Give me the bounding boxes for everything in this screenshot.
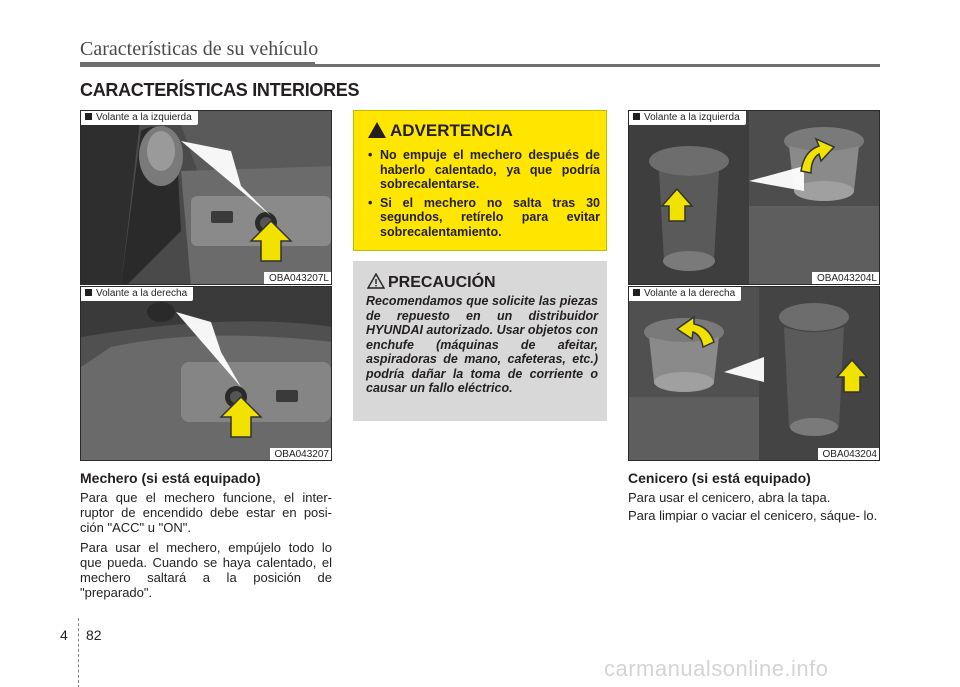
caution-box bbox=[353, 261, 607, 421]
ashtray-photo-rhd bbox=[628, 286, 880, 461]
warning-item: • No empuje el mechero después de haberlo calentado, ya que podría sobrecalentarse. bbox=[368, 148, 600, 192]
figure-label: Volante a la derecha bbox=[81, 287, 193, 301]
figure-code: OBA043207 bbox=[270, 448, 332, 460]
lighter-paragraph-2: Para usar el mechero, empújelo todo lo que pueda. Cuando se haya calentado, el mechero saltará a la posición de "preparado". bbox=[80, 540, 332, 600]
page-number: 82 bbox=[86, 627, 102, 643]
figure-label: Volante a la izquierda bbox=[629, 111, 746, 125]
figure-code: OBA043204L bbox=[812, 272, 879, 284]
ashtray-heading: Cenicero (si está equipado) bbox=[628, 470, 811, 486]
watermark: carmanualsonline.info bbox=[604, 656, 829, 681]
warning-triangle-icon bbox=[368, 122, 386, 138]
ashtray-photo-lhd bbox=[628, 110, 880, 285]
caution-heading: PRECAUCIÓN bbox=[367, 271, 496, 292]
figure-label: Volante a la derecha bbox=[629, 287, 741, 301]
ashtray-paragraph-2: Para limpiar o vaciar el cenicero, sáque- lo. bbox=[628, 508, 878, 523]
lighter-heading: Mechero (si está equipado) bbox=[80, 470, 261, 486]
warning-heading: ADVERTENCIA bbox=[368, 120, 513, 141]
figure-code: OBA043207L bbox=[264, 272, 331, 284]
warning-item: • Si el mechero no salta tras 30 segundos, retírelo para evitar sobrecalentamiento. bbox=[368, 196, 600, 240]
caution-triangle-icon bbox=[367, 273, 385, 289]
section-title: CARACTERÍSTICAS INTERIORES bbox=[80, 80, 360, 100]
caution-text: Recomendamos que solicite las piezas de repuesto en un distribuidor HYUNDAI autorizado. Usar objetos con enchufe (máquinas de afeitar, aspiradoras de mano, cafeteras, etc.) podría dañar la toma de corriente o causar un fallo eléctrico. bbox=[366, 294, 598, 395]
lighter-photo-lhd bbox=[80, 110, 332, 285]
running-header: Características de su vehículo bbox=[80, 38, 319, 60]
figure-label: Volante a la izquierda bbox=[81, 111, 198, 125]
ashtray-paragraph-1: Para usar el cenicero, abra la tapa. bbox=[628, 490, 831, 505]
chapter-number: 4 bbox=[60, 627, 68, 643]
lighter-photo-rhd bbox=[80, 286, 332, 461]
warning-list bbox=[368, 148, 600, 243]
footer-divider bbox=[78, 618, 79, 687]
warning-box bbox=[353, 110, 607, 251]
header-rule bbox=[80, 64, 880, 67]
lighter-paragraph-1: Para que el mechero funcione, el inter- ruptor de encendido debe estar en posi- ción "ACC" u "ON". bbox=[80, 490, 332, 535]
figure-code: OBA043204 bbox=[818, 448, 880, 460]
